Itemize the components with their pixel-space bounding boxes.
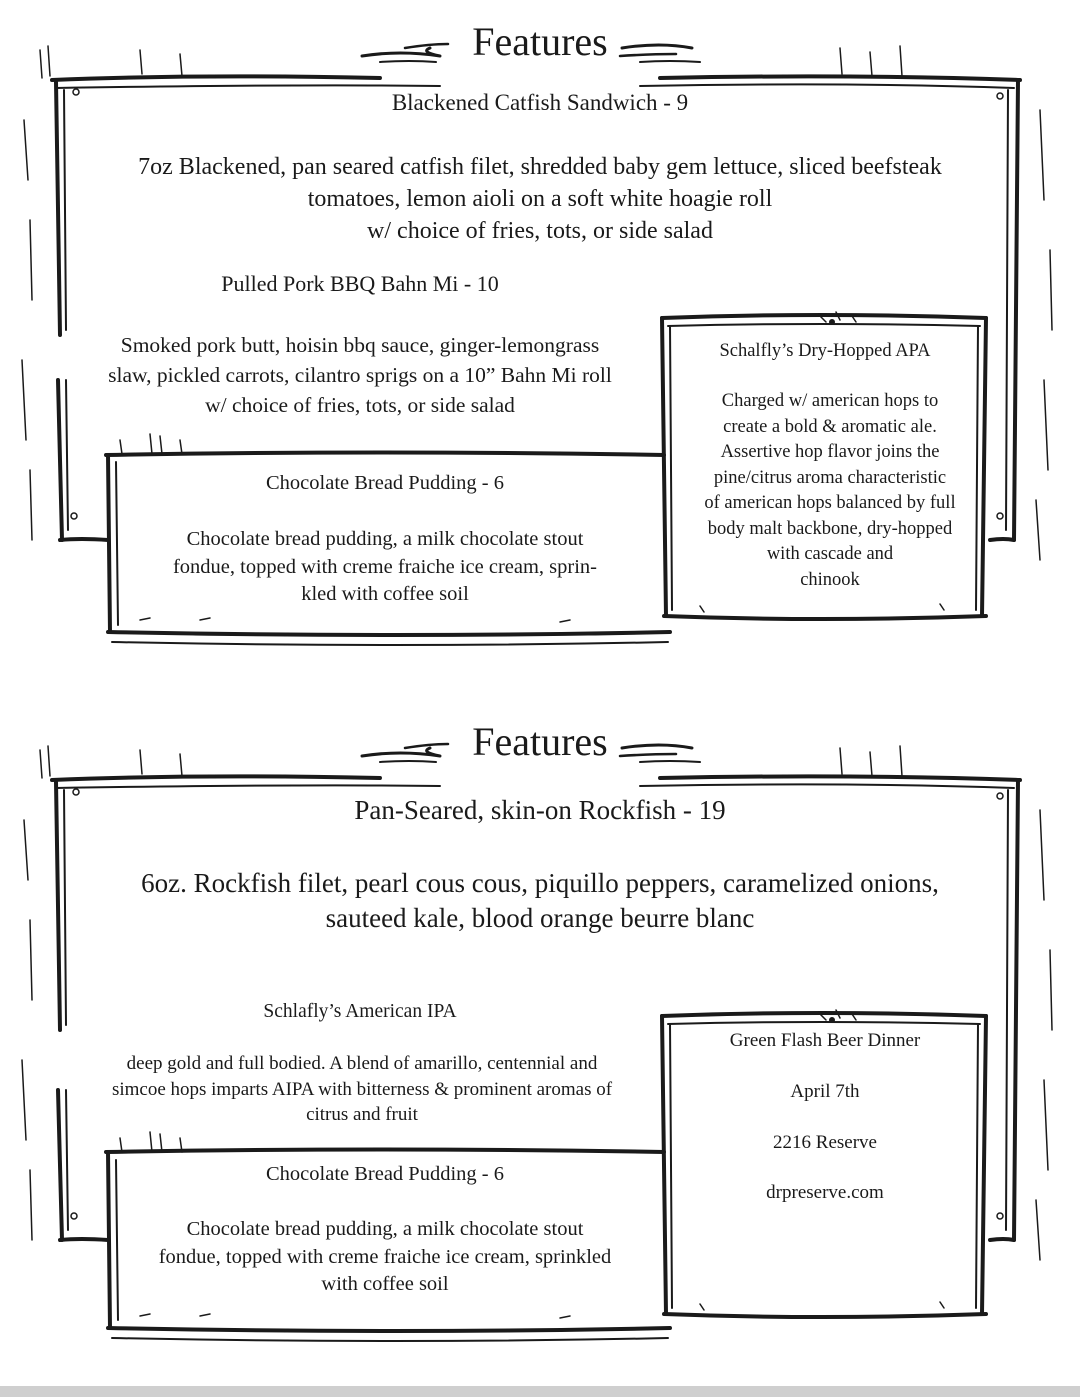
event-date: April 7th — [790, 1081, 860, 1102]
desc-line: Chocolate bread pudding, a milk chocolate stout — [186, 1218, 584, 1240]
desc-line: Chocolate bread pudding, a milk chocolate stout — [186, 528, 584, 550]
event-name: Green Flash Beer Dinner — [729, 1030, 921, 1051]
desc-line: sauteed kale, blood orange beurre blanc — [325, 903, 755, 933]
beer-description — [70, 1051, 654, 1128]
bahn-mi-name: Pulled Pork BBQ Bahn Mi - 10 — [221, 271, 499, 296]
desc-line: kled with coffee soil — [301, 583, 469, 605]
desc-line: chinook — [800, 569, 860, 590]
desc-line: fondue, topped with creme fraiche ice cream, sprin- — [172, 555, 598, 578]
dessert-name: Chocolate Bread Pudding - 6 — [266, 1163, 504, 1185]
menu-panel-1 — [0, 0, 1080, 660]
beer-name: Schlafly’s American IPA — [263, 1001, 457, 1022]
desc-line: fondue, topped with creme fraiche ice cream, sprinkled — [158, 1245, 612, 1268]
desc-line: simcoe hops imparts AIPA with bitterness & prominent aromas of — [111, 1078, 613, 1100]
rockfish-description — [60, 866, 1020, 936]
desc-line: tomatoes, lemon aioli on a soft white hoagie roll — [307, 186, 773, 212]
desc-line: Assertive hop flavor joins the — [720, 442, 940, 462]
desc-line: pine/citrus aroma characteristic — [713, 467, 947, 488]
desc-line: 6oz. Rockfish filet, pearl cous cous, piquillo peppers, caramelized onions, — [141, 868, 939, 898]
title-swoosh-left — [362, 44, 448, 62]
event-venue: 2216 Reserve — [773, 1132, 877, 1153]
bahn-mi-description — [70, 330, 650, 420]
beer-name: Schalfly’s Dry-Hopped APA — [719, 341, 931, 361]
desc-line: with coffee soil — [321, 1273, 449, 1295]
features-title: Features — [472, 719, 608, 764]
beer-description — [680, 389, 980, 593]
desc-line: w/ choice of fries, tots, or side salad — [205, 393, 515, 417]
dessert-name: Chocolate Bread Pudding - 6 — [266, 472, 504, 494]
desc-line: Smoked pork butt, hoisin bbq sauce, ginger-lemongrass — [120, 333, 600, 357]
event-website[interactable]: drpreserve.com — [766, 1182, 884, 1203]
rockfish-name: Pan-Seared, skin-on Rockfish - 19 — [354, 795, 726, 825]
desc-line: citrus and fruit — [306, 1104, 418, 1125]
dessert-description — [130, 526, 640, 609]
event-box-frame — [662, 1010, 986, 1317]
desc-line: with cascade and — [766, 544, 894, 564]
title-swoosh-left — [362, 744, 448, 762]
page-bottom-edge — [0, 1386, 1080, 1397]
desc-line: body malt backbone, dry-hopped — [707, 518, 953, 539]
features-title: Features — [472, 19, 608, 64]
catfish-sandwich-name: Blackened Catfish Sandwich - 9 — [391, 90, 689, 115]
desc-line: create a bold & aromatic ale. — [723, 416, 937, 437]
desc-line: deep gold and full bodied. A blend of amarillo, centennial and — [126, 1053, 598, 1074]
catfish-sandwich-description — [60, 151, 1020, 247]
menu-panel-2 — [0, 700, 1080, 1360]
desc-line: w/ choice of fries, tots, or side salad — [367, 218, 713, 244]
desc-line: slaw, pickled carrots, cilantro sprigs on a 10” Bahn Mi roll — [108, 363, 612, 387]
dessert-description — [120, 1216, 650, 1299]
desc-line: of american hops balanced by full — [704, 493, 956, 513]
desc-line: Charged w/ american hops to — [721, 391, 939, 411]
desc-line: 7oz Blackened, pan seared catfish filet, shredded baby gem lettuce, sliced beefsteak — [138, 154, 942, 180]
